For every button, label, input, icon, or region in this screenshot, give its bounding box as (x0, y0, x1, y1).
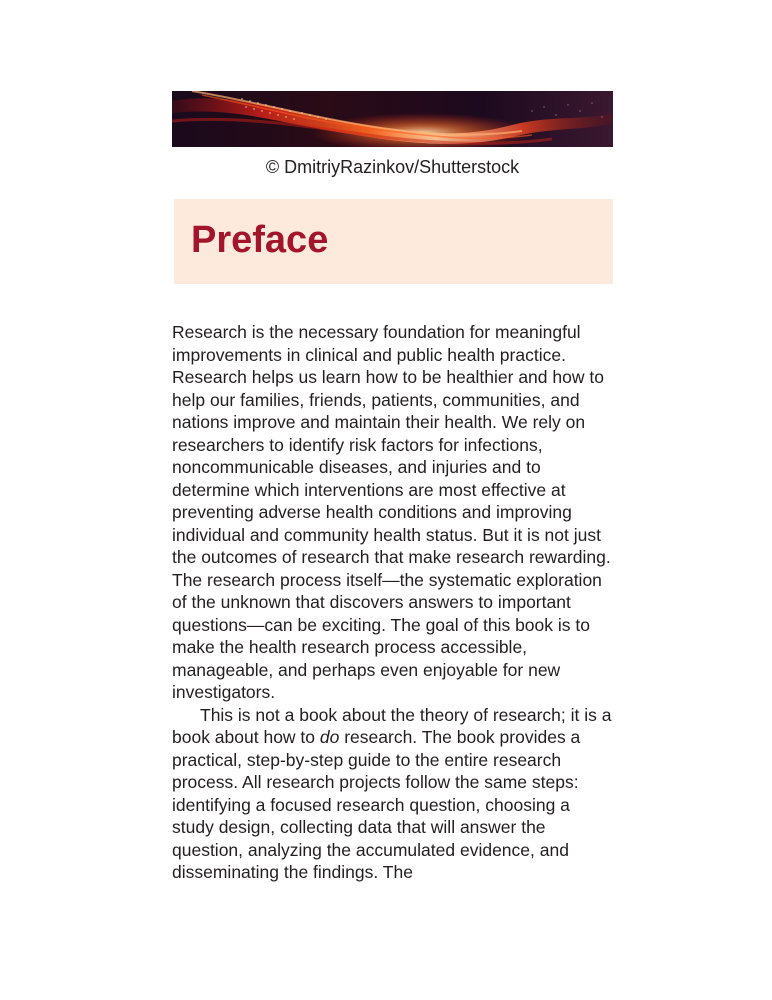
paragraph-2-emphasis: do (319, 727, 340, 747)
image-credit: © DmitriyRazinkov/Shutterstock (265, 157, 520, 177)
abstract-wave-image (172, 91, 613, 147)
paragraph-2-text-a: This is not a book about the theory of research; it is a book about how to (172, 704, 612, 747)
section-title: Preface (191, 219, 329, 261)
section-heading-box (174, 199, 613, 284)
body-text (172, 321, 613, 884)
paragraph-1: Research is the necessary foundation for meaningful improvements in clinical and public health practice. Research helps us learn how to be healthier and how to help our families, friends, patients, communities, and nations improve and maintain their health. We rely on researchers to identify risk factors for infections, noncommunicable diseases, and injuries and to determine which interventions are most effective at preventing adverse health conditions and improving individual and community health status. But it is not just the outcomes of research that make research rewarding. The research process itself—the systematic exploration of the unknown that discovers answers to important questions—can be exciting. The goal of this book is to make the health research process accessible, manageable, and perhaps even enjoyable for new investigators. (172, 322, 611, 702)
paragraph-2 (172, 704, 613, 884)
header-image (172, 91, 613, 147)
paragraph-2-text-b: research. The book provides a practical, step-by-step guide to the entire research process. All research projects follow the same steps: identifying a focused research question, choosing a study design, collecting data that will answer the question, analyzing the accumulated evidence, and disseminating the findings. The (172, 727, 581, 882)
